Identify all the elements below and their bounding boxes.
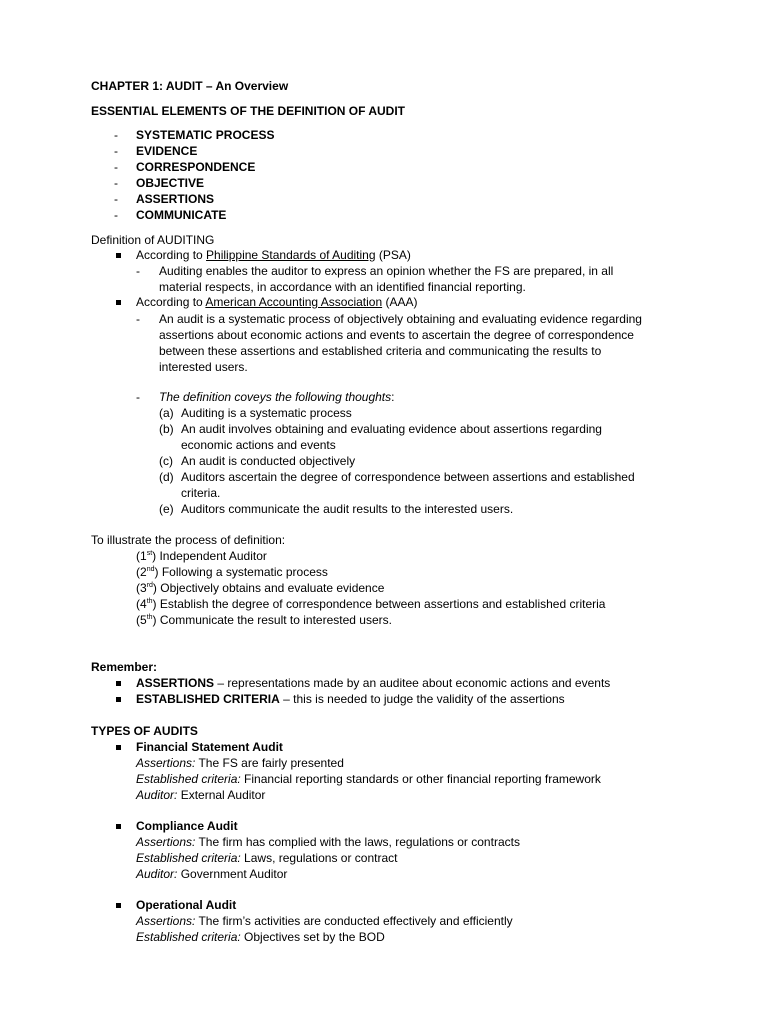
step-ordinal: th bbox=[146, 598, 153, 605]
auditor-value: Government Auditor bbox=[177, 867, 288, 881]
remember-description: – representations made by an auditee about economic actions and events bbox=[214, 676, 611, 690]
audit-type-name: Compliance Audit bbox=[136, 819, 238, 833]
thought-label: (a) bbox=[159, 406, 174, 420]
dash-bullet: - bbox=[114, 160, 118, 174]
assertions-value: The firm has complied with the laws, regulations or contracts bbox=[195, 835, 520, 849]
essential-item: COMMUNICATE bbox=[136, 208, 227, 222]
aaa-line bbox=[136, 295, 417, 309]
step-ordinal: nd bbox=[146, 566, 155, 573]
step-text: ) Independent Auditor bbox=[152, 549, 267, 563]
audit-criteria bbox=[136, 851, 397, 865]
step-text: ) Objectively obtains and evaluate evidence bbox=[152, 581, 385, 595]
thought-label: (b) bbox=[159, 422, 174, 436]
criteria-label: Established criteria: bbox=[136, 930, 241, 944]
psa-suffix: (PSA) bbox=[375, 248, 411, 262]
conveys-text: The definition coveys the following thoughts bbox=[159, 390, 392, 404]
essential-heading: ESSENTIAL ELEMENTS OF THE DEFINITION OF AUDIT bbox=[91, 104, 406, 118]
criteria-label: Established criteria: bbox=[136, 851, 241, 865]
remember-item bbox=[136, 692, 565, 706]
chapter-title: CHAPTER 1: AUDIT – An Overview bbox=[91, 79, 289, 93]
psa-prefix: According to bbox=[136, 248, 207, 262]
step-text: ) Communicate the result to interested users. bbox=[152, 613, 392, 627]
conveys-colon: : bbox=[391, 390, 395, 404]
dash-bullet: - bbox=[136, 312, 140, 326]
thought-text: An audit involves obtaining and evaluating evidence about assertions regarding bbox=[181, 422, 602, 436]
process-step: (4th) Establish the degree of correspondence between assertions and established criteria bbox=[136, 597, 606, 611]
square-bullet-icon bbox=[116, 300, 121, 305]
criteria-value: Financial reporting standards or other financial reporting framework bbox=[240, 772, 601, 786]
essential-item: SYSTEMATIC PROCESS bbox=[136, 128, 275, 142]
essential-item: EVIDENCE bbox=[136, 144, 198, 158]
assertions-label: Assertions: bbox=[136, 914, 196, 928]
definition-heading: Definition of AUDITING bbox=[91, 233, 215, 247]
aaa-suffix: (AAA) bbox=[382, 295, 418, 309]
dash-bullet: - bbox=[114, 144, 118, 158]
assertions-value: The FS are fairly presented bbox=[195, 756, 344, 770]
remember-term: ESTABLISHED CRITERIA bbox=[136, 692, 280, 706]
audit-assertions bbox=[136, 835, 520, 849]
thought-text: Auditors communicate the audit results to the interested users. bbox=[181, 502, 514, 516]
essential-item: CORRESPONDENCE bbox=[136, 160, 256, 174]
remember-term: ASSERTIONS bbox=[136, 676, 215, 690]
thought-text: An audit is conducted objectively bbox=[181, 454, 356, 468]
process-step: (5th) Communicate the result to interested users. bbox=[136, 613, 392, 627]
aaa-text: interested users. bbox=[159, 360, 248, 374]
psa-standard-name: Philippine Standards of Auditing bbox=[206, 248, 376, 262]
dash-bullet: - bbox=[114, 128, 118, 142]
aaa-association-name: American Accounting Association bbox=[205, 295, 383, 309]
square-bullet-icon bbox=[116, 903, 121, 908]
audit-type-name: Financial Statement Audit bbox=[136, 740, 283, 754]
dash-bullet: - bbox=[114, 176, 118, 190]
step-number: 3 bbox=[140, 581, 147, 595]
remember-description: – this is needed to judge the validity of the assertions bbox=[279, 692, 565, 706]
aaa-text: assertions about economic actions and events to ascertain the degree of correspondence bbox=[159, 328, 634, 342]
process-step: (1st) Independent Auditor bbox=[136, 549, 267, 563]
remember-heading: Remember: bbox=[91, 660, 158, 674]
audit-assertions bbox=[136, 914, 513, 928]
assertions-label: Assertions: bbox=[136, 756, 196, 770]
dash-bullet: - bbox=[114, 192, 118, 206]
auditor-value: External Auditor bbox=[177, 788, 266, 802]
auditor-label: Auditor: bbox=[136, 788, 178, 802]
square-bullet-icon bbox=[116, 253, 121, 258]
thought-text: Auditing is a systematic process bbox=[181, 406, 352, 420]
essential-item: OBJECTIVE bbox=[136, 176, 205, 190]
thought-text: Auditors ascertain the degree of correspondence between assertions and established bbox=[181, 470, 635, 484]
psa-line bbox=[136, 248, 411, 262]
psa-text: material respects, in accordance with an identified financial reporting. bbox=[159, 280, 526, 294]
square-bullet-icon bbox=[116, 681, 121, 686]
aaa-prefix: According to bbox=[136, 295, 206, 309]
assertions-value: The firm’s activities are conducted effectively and efficiently bbox=[195, 914, 513, 928]
audit-criteria bbox=[136, 772, 601, 786]
step-number: 2 bbox=[140, 565, 147, 579]
step-number: 4 bbox=[140, 597, 147, 611]
audit-type-name: Operational Audit bbox=[136, 898, 237, 912]
criteria-value: Laws, regulations or contract bbox=[240, 851, 398, 865]
assertions-label: Assertions: bbox=[136, 835, 196, 849]
conveys-line bbox=[159, 390, 395, 404]
dash-bullet: - bbox=[114, 208, 118, 222]
thought-label: (c) bbox=[159, 454, 173, 468]
criteria-label: Established criteria: bbox=[136, 772, 241, 786]
step-ordinal: rd bbox=[146, 582, 153, 589]
step-ordinal: st bbox=[146, 550, 153, 557]
essential-item: ASSERTIONS bbox=[136, 192, 215, 206]
step-number: 1 bbox=[140, 549, 147, 563]
thought-text: criteria. bbox=[181, 486, 221, 500]
process-step: (3rd) Objectively obtains and evaluate evidence bbox=[136, 581, 385, 595]
square-bullet-icon bbox=[116, 697, 121, 702]
thought-label: (e) bbox=[159, 502, 174, 516]
psa-text: Auditing enables the auditor to express an opinion whether the FS are prepared, in all bbox=[159, 264, 614, 278]
criteria-value: Objectives set by the BOD bbox=[240, 930, 385, 944]
aaa-text: between these assertions and established criteria and communicating the results to bbox=[159, 344, 602, 358]
audit-auditor bbox=[136, 867, 287, 881]
audit-auditor bbox=[136, 788, 265, 802]
illustrate-heading: To illustrate the process of definition: bbox=[91, 533, 286, 547]
dash-bullet: - bbox=[136, 390, 140, 404]
dash-bullet: - bbox=[136, 264, 140, 278]
step-text: ) Following a systematic process bbox=[154, 565, 328, 579]
step-ordinal: th bbox=[146, 614, 153, 621]
remember-item bbox=[136, 676, 610, 690]
auditor-label: Auditor: bbox=[136, 867, 178, 881]
audit-criteria bbox=[136, 930, 385, 944]
step-text: ) Establish the degree of correspondence between assertions and established criteria bbox=[152, 597, 606, 611]
thought-label: (d) bbox=[159, 470, 174, 484]
aaa-text: An audit is a systematic process of objectively obtaining and evaluating evidence regarding bbox=[159, 312, 642, 326]
types-heading: TYPES OF AUDITS bbox=[91, 724, 198, 738]
square-bullet-icon bbox=[116, 824, 121, 829]
thought-text: economic actions and events bbox=[181, 438, 336, 452]
step-number: 5 bbox=[140, 613, 147, 627]
audit-assertions bbox=[136, 756, 344, 770]
process-step: (2nd) Following a systematic process bbox=[136, 565, 328, 579]
square-bullet-icon bbox=[116, 745, 121, 750]
